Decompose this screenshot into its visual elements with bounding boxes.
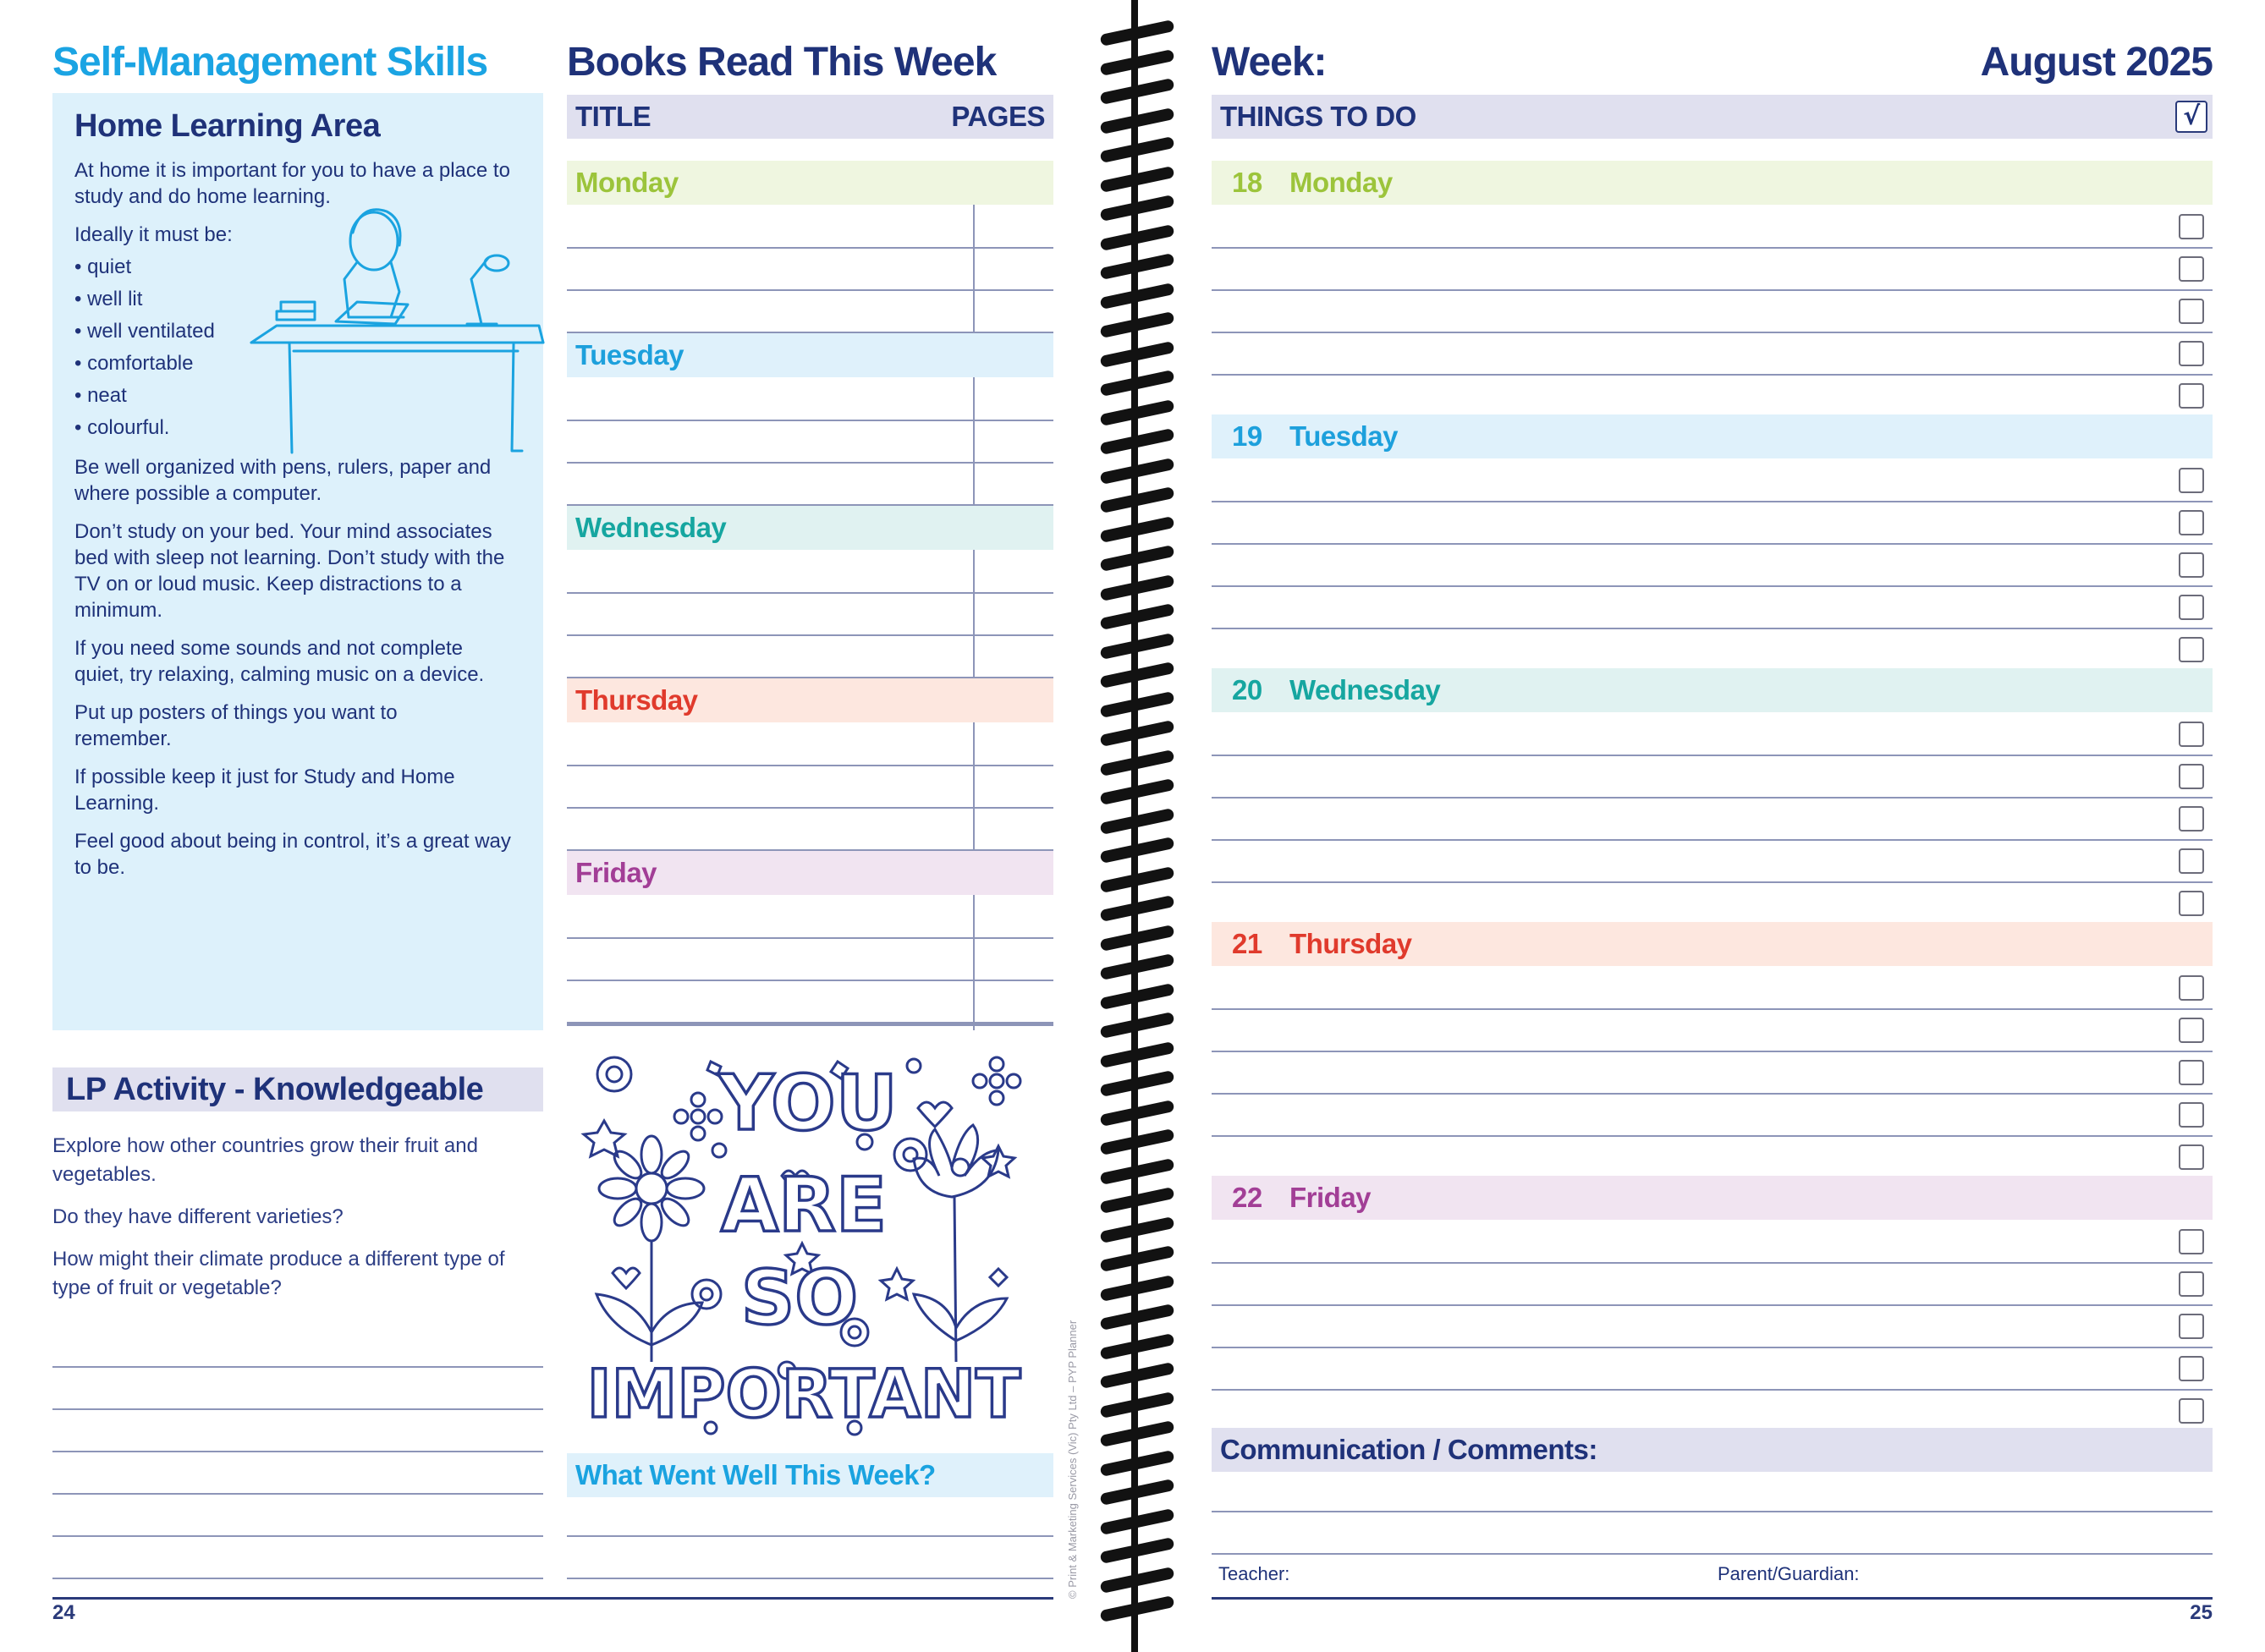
day-name: Wednesday bbox=[1289, 674, 1441, 705]
lp-writing-line[interactable] bbox=[52, 1535, 543, 1537]
paragraph: Be well organized with pens, rulers, paper and where possible a computer. bbox=[74, 456, 492, 505]
todo-checkbox[interactable] bbox=[2179, 341, 2204, 366]
book-line[interactable] bbox=[567, 765, 1053, 766]
day-header-thursday bbox=[1212, 922, 2213, 966]
day-date: 20 bbox=[1232, 674, 1262, 705]
paragraph: Put up posters of things you want to remember. bbox=[74, 701, 398, 750]
pages-divider bbox=[973, 722, 975, 849]
went-well-line[interactable] bbox=[567, 1578, 1053, 1579]
lp-writing-line[interactable] bbox=[52, 1493, 543, 1495]
todo-checkbox[interactable] bbox=[2179, 1018, 2204, 1043]
lp-writing-line[interactable] bbox=[52, 1366, 543, 1368]
paragraph: Feel good about being in control, it’s a great way to be. bbox=[74, 830, 511, 879]
pages-divider bbox=[973, 550, 975, 677]
month-label: August 2025 bbox=[1980, 40, 2213, 85]
day-header-monday bbox=[1212, 161, 2213, 205]
list-item: • neat bbox=[74, 380, 531, 412]
parent-label: Parent/Guardian: bbox=[1718, 1563, 1860, 1584]
pages-divider bbox=[973, 377, 975, 504]
todo-line[interactable] bbox=[1212, 1304, 2213, 1306]
day-date: 22 bbox=[1232, 1182, 1262, 1213]
day-header-tuesday bbox=[1212, 414, 2213, 458]
books-day-tuesday bbox=[567, 333, 1053, 377]
poster-word: IMPORTANT bbox=[586, 1357, 1021, 1433]
todo-line[interactable] bbox=[1212, 1389, 2213, 1391]
book-line[interactable] bbox=[567, 937, 1053, 939]
what-went-well-bar bbox=[567, 1453, 1053, 1497]
day-name: Tuesday bbox=[1289, 420, 1398, 452]
todo-checkbox[interactable] bbox=[2179, 595, 2204, 620]
todo-line[interactable] bbox=[1212, 1347, 2213, 1348]
todo-line[interactable] bbox=[1212, 755, 2213, 756]
copyright-text: © Print & Marketing Services (Vic) Pty Ltd – PYP Planner bbox=[1066, 1320, 1079, 1599]
book-line[interactable] bbox=[567, 420, 1053, 421]
books-day-monday bbox=[567, 161, 1053, 205]
day-name: Monday bbox=[1289, 167, 1393, 198]
check-icon: √ bbox=[2175, 101, 2207, 133]
todo-checkbox[interactable] bbox=[2179, 1229, 2204, 1254]
comment-line[interactable] bbox=[1212, 1553, 2213, 1555]
todo-line[interactable] bbox=[1212, 881, 2213, 883]
todo-line[interactable] bbox=[1212, 543, 2213, 545]
day-label: Friday bbox=[575, 857, 657, 888]
todo-line[interactable] bbox=[1212, 585, 2213, 587]
todo-line[interactable] bbox=[1212, 797, 2213, 799]
day-header-wednesday bbox=[1212, 668, 2213, 712]
todo-checkbox[interactable] bbox=[2179, 1398, 2204, 1424]
ideally-text: Ideally it must be: bbox=[74, 223, 233, 246]
pages-divider bbox=[973, 205, 975, 332]
book-line[interactable] bbox=[567, 289, 1053, 291]
book-line[interactable] bbox=[567, 807, 1053, 809]
comment-line[interactable] bbox=[1212, 1511, 2213, 1512]
todo-line[interactable] bbox=[1212, 501, 2213, 502]
pages-divider bbox=[973, 895, 975, 1030]
day-name: Friday bbox=[1289, 1182, 1372, 1213]
day-name: Thursday bbox=[1289, 928, 1412, 959]
books-day-friday bbox=[567, 851, 1053, 895]
went-well-line[interactable] bbox=[567, 1535, 1053, 1537]
todo-checkbox[interactable] bbox=[2179, 848, 2204, 874]
lp-writing-line[interactable] bbox=[52, 1451, 543, 1452]
todo-checkbox[interactable] bbox=[2179, 637, 2204, 662]
books-day-wednesday bbox=[567, 506, 1053, 550]
todo-line[interactable] bbox=[1212, 628, 2213, 629]
communication-title: Communication / Comments: bbox=[1220, 1434, 1597, 1465]
todo-checkbox[interactable] bbox=[2179, 1356, 2204, 1381]
home-learning-title: Home Learning Area bbox=[74, 108, 381, 144]
self-management-title: Self-Management Skills bbox=[52, 40, 488, 85]
todo-checkbox[interactable] bbox=[2179, 468, 2204, 493]
lp-paragraph: Do they have different varieties? bbox=[52, 1205, 344, 1228]
books-bottom-rule bbox=[567, 1024, 1053, 1026]
things-to-do-label: THINGS TO DO bbox=[1220, 101, 1416, 132]
paragraph: Don’t study on your bed. Your mind associates bed with sleep not learning. Don’t study with the TV on or loud music. Keep distractions to a minimum. bbox=[74, 520, 505, 622]
todo-checkbox[interactable] bbox=[2179, 722, 2204, 747]
todo-checkbox[interactable] bbox=[2179, 891, 2204, 916]
todo-checkbox[interactable] bbox=[2179, 806, 2204, 831]
title-column-header: TITLE bbox=[575, 101, 651, 132]
spiral-binding bbox=[1100, 0, 1176, 1652]
todo-line[interactable] bbox=[1212, 289, 2213, 291]
lp-writing-line[interactable] bbox=[52, 1408, 543, 1410]
todo-checkbox[interactable] bbox=[2179, 256, 2204, 282]
todo-checkbox[interactable] bbox=[2179, 552, 2204, 578]
books-day-thursday bbox=[567, 678, 1053, 722]
left-footer-rule bbox=[52, 1597, 1053, 1600]
todo-line[interactable] bbox=[1212, 247, 2213, 249]
study-desk-illustration bbox=[243, 199, 547, 457]
book-line[interactable] bbox=[567, 462, 1053, 464]
todo-line[interactable] bbox=[1212, 374, 2213, 376]
poster-word: YOU bbox=[718, 1059, 898, 1148]
lp-activity-title: LP Activity - Knowledgeable bbox=[66, 1071, 484, 1107]
lp-activity-title-bar bbox=[52, 1067, 543, 1111]
teacher-label: Teacher: bbox=[1218, 1563, 1290, 1584]
todo-checkbox[interactable] bbox=[2179, 764, 2204, 789]
list-item: • colourful. bbox=[74, 412, 531, 444]
todo-checkbox[interactable] bbox=[2179, 1271, 2204, 1297]
page-number-right: 25 bbox=[2190, 1601, 2213, 1624]
book-line[interactable] bbox=[567, 247, 1053, 249]
lp-writing-line[interactable] bbox=[52, 1578, 543, 1579]
todo-checkbox[interactable] bbox=[2179, 510, 2204, 535]
todo-checkbox[interactable] bbox=[2179, 1144, 2204, 1170]
day-label: Tuesday bbox=[575, 339, 684, 370]
todo-line[interactable] bbox=[1212, 1093, 2213, 1095]
todo-checkbox[interactable] bbox=[2179, 975, 2204, 1001]
todo-checkbox[interactable] bbox=[2179, 1314, 2204, 1339]
todo-line[interactable] bbox=[1212, 839, 2213, 841]
todo-checkbox[interactable] bbox=[2179, 214, 2204, 239]
you-are-so-important-poster bbox=[575, 1040, 1041, 1446]
home-learning-box bbox=[52, 93, 543, 1030]
day-header-friday bbox=[1212, 1176, 2213, 1220]
day-date: 19 bbox=[1232, 420, 1262, 452]
day-label: Monday bbox=[575, 167, 679, 198]
things-to-do-bar bbox=[1212, 95, 2213, 139]
paragraph: If possible keep it just for Study and Home Learning. bbox=[74, 766, 455, 815]
book-line[interactable] bbox=[567, 592, 1053, 594]
todo-checkbox[interactable] bbox=[2179, 299, 2204, 324]
list-item: • comfortable bbox=[74, 348, 531, 380]
book-line[interactable] bbox=[567, 980, 1053, 981]
list-item: • well lit bbox=[74, 283, 531, 316]
todo-line[interactable] bbox=[1212, 1051, 2213, 1052]
day-label: Thursday bbox=[575, 684, 698, 716]
page-number-left: 24 bbox=[52, 1601, 75, 1624]
day-date: 18 bbox=[1232, 167, 1262, 198]
pages-column-header: PAGES bbox=[951, 101, 1045, 132]
lp-paragraph: Explore how other countries grow their fruit and vegetables. bbox=[52, 1134, 478, 1186]
paragraph: If you need some sounds and not complete quiet, try relaxing, calming music on a device. bbox=[74, 637, 485, 686]
day-label: Wednesday bbox=[575, 512, 727, 543]
poster-word: SO bbox=[740, 1254, 859, 1342]
todo-line[interactable] bbox=[1212, 332, 2213, 333]
intro-text: At home it is important for you to have a place to study and do home learning. bbox=[74, 159, 510, 208]
right-footer-rule bbox=[1212, 1597, 2213, 1600]
todo-checkbox[interactable] bbox=[2179, 1102, 2204, 1128]
poster-word: ARE bbox=[721, 1161, 887, 1249]
list-item: • quiet bbox=[74, 251, 531, 283]
todo-checkbox[interactable] bbox=[2179, 1060, 2204, 1085]
day-date: 21 bbox=[1232, 928, 1262, 959]
week-label: Week: bbox=[1212, 40, 1327, 85]
lp-paragraph: How might their climate produce a different type of type of fruit or vegetable? bbox=[52, 1248, 505, 1299]
todo-line[interactable] bbox=[1212, 1262, 2213, 1264]
communication-bar bbox=[1212, 1428, 2213, 1472]
books-read-title: Books Read This Week bbox=[567, 40, 997, 85]
list-item: • well ventilated bbox=[74, 316, 531, 348]
what-went-well-title: What Went Well This Week? bbox=[575, 1459, 936, 1490]
todo-checkbox[interactable] bbox=[2179, 383, 2204, 409]
books-header-bar bbox=[567, 95, 1053, 139]
book-line[interactable] bbox=[567, 634, 1053, 636]
todo-line[interactable] bbox=[1212, 1008, 2213, 1010]
todo-line[interactable] bbox=[1212, 1135, 2213, 1137]
